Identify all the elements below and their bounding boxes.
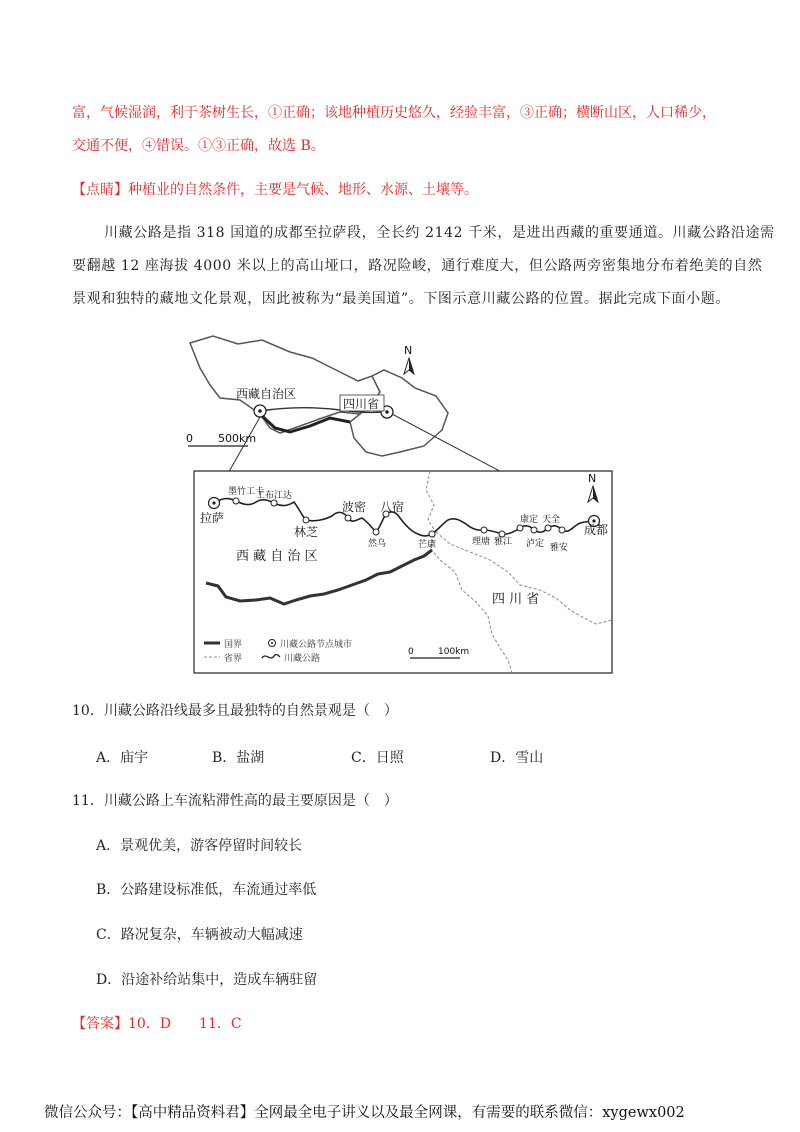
- answer-text: 10．D 11．C: [128, 1016, 242, 1032]
- overview-north-label: N: [404, 344, 413, 357]
- label-markam: 芒康: [418, 540, 437, 550]
- detail-scale-zero: 0: [408, 647, 414, 657]
- analysis-line-2: 交通不便，④错误。①③正确，故选 B。: [72, 138, 325, 154]
- q11-option-a: A．景观优美，游客停留时间较长: [96, 838, 303, 854]
- label-yajiang: 雅江: [494, 537, 513, 547]
- analysis-line-1: 富，气候湿润，利于茶树生长，①正确；该地种植历史悠久，经验丰富，③正确；横断山区，人口稀少，: [72, 105, 716, 121]
- label-kangding: 康定: [520, 515, 539, 525]
- footer-promo: 微信公众号：【高中精品资料君】全网最全电子讲义以及最全网课，有需要的联系微信：xygewx002: [44, 1105, 685, 1121]
- node-kangding: [517, 525, 523, 531]
- node-nyingchi: [303, 517, 309, 523]
- q10-option-c: C．日照: [351, 750, 404, 766]
- q11-stem: 11．川藏公路上车流粘滞性高的最主要原因是（ ）: [72, 793, 398, 809]
- node-tianquan: [545, 525, 551, 531]
- label-gongbogyamda: 工布江达: [256, 491, 293, 501]
- q10-option-a: A．庙宇: [96, 750, 149, 766]
- node-markam: [429, 531, 435, 537]
- detail-scale-label: 100km: [438, 647, 470, 657]
- passage-line-1: 川藏公路是指 318 国道的成都至拉萨段，全长约 2142 千米，是进出西藏的重要通道。川藏公路沿途需: [104, 225, 775, 241]
- q10-option-b: B．盐湖: [212, 750, 265, 766]
- overview-tibet-label: 西藏自治区: [236, 387, 297, 401]
- node-ranwu: [373, 529, 379, 535]
- label-nyingchi: 林芝: [294, 525, 319, 539]
- node-maizhokunggar: [233, 498, 239, 504]
- point-note-text: 种植业的自然条件，主要是气候、地形、水源、土壤等。: [128, 182, 478, 198]
- label-tibet-region: 西 藏 自 治 区: [236, 549, 318, 564]
- point-note-tag: 【点睛】: [72, 182, 128, 198]
- node-litang: [481, 527, 487, 533]
- overview-scale-label: 500km: [218, 432, 257, 445]
- answer-tag: 【答案】: [72, 1016, 128, 1032]
- node-bomi: [345, 515, 351, 521]
- node-luding: [531, 527, 537, 533]
- label-tianquan: 天全: [542, 515, 561, 525]
- legend-node-city: 川藏公路节点城市: [280, 640, 353, 650]
- label-luding: 泸定: [526, 539, 545, 549]
- q11-option-b: B．公路建设标准低，车流通过率低: [96, 882, 317, 898]
- q11-option-d: D．沿途补给站集中，造成车辆驻留: [96, 972, 318, 988]
- q10-option-d: D．雪山: [490, 750, 544, 766]
- legend-highway: 川藏公路: [284, 654, 321, 664]
- passage-line-2: 要翻越 12 座海拔 4000 米以上的高山垭口，路况险峻，通行难度大，但公路两旁密集地分布着绝美的自然: [72, 258, 763, 274]
- tibet-outline: [190, 336, 380, 433]
- q11-option-c: C．路况复杂，车辆被动大幅减速: [96, 927, 303, 943]
- label-yaan: 雅安: [550, 543, 569, 553]
- detail-north-label: N: [588, 472, 597, 485]
- label-bomi: 波密: [342, 500, 367, 514]
- label-litang: 理塘: [472, 537, 491, 547]
- label-maizhokunggar: 墨竹工卡: [228, 487, 265, 497]
- node-yaan: [559, 527, 565, 533]
- overview-sichuan-label: 四川省: [343, 397, 380, 411]
- overview-scale-zero: 0: [186, 432, 193, 445]
- q10-stem: 10．川藏公路沿线最多且最独特的自然景观是（ ）: [72, 703, 398, 719]
- legend-national-border: 国界: [224, 640, 243, 650]
- answer: [72, 1014, 242, 1034]
- detail-map: [194, 471, 612, 673]
- label-baxoi: 八宿: [380, 500, 405, 514]
- label-ranwu: 然乌: [368, 539, 387, 549]
- passage-line-3: 景观和独特的藏地文化景观，因此被称为“最美国道”。下图示意川藏公路的位置。据此完成下面小题。: [72, 291, 730, 307]
- label-lhasa: 拉萨: [200, 511, 225, 525]
- legend-province-border: 省界: [224, 654, 243, 664]
- label-chengdu: 成都: [584, 523, 609, 537]
- label-sichuan-region: 四 川 省: [492, 592, 540, 607]
